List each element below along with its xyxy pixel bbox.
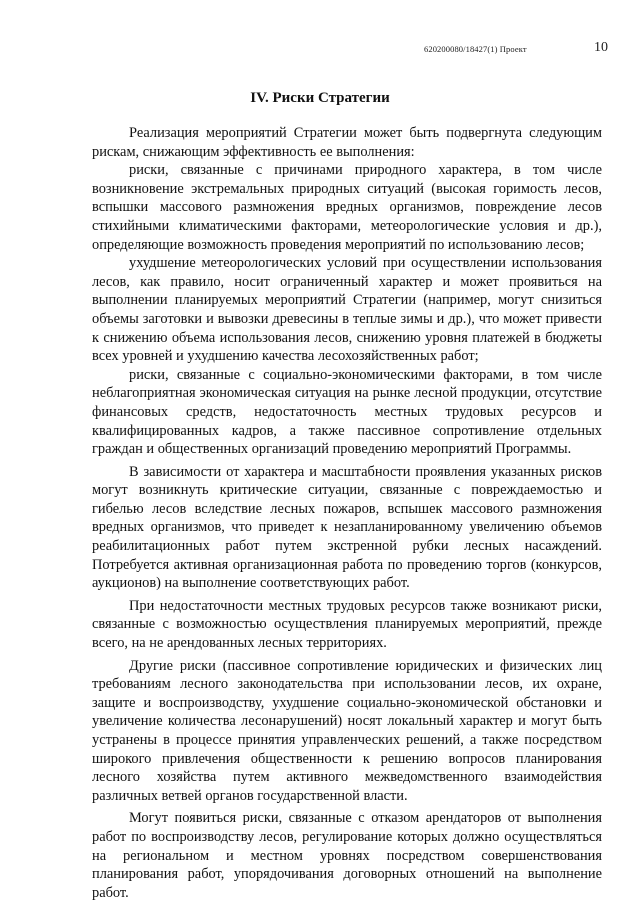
paragraph-socioeconomic-risks: риски, связанные с социально-экономическими факторами, в том числе неблагоприятная экономическая ситуация на рынке лесной продукции, отсутствие финансовых средств, недостаточность местных трудовых ресурсов и квалифицированных кадров, а также пассивное сопротивление отдельных граждан и общественных организаций проведению мероприятий Программы. (92, 366, 602, 458)
paragraph-critical-situations: В зависимости от характера и масштабности проявления указанных рисков могут возникнуть критические ситуации, связанные с повреждаемостью и гибелью лесов вследствие лесных пожаров, вспышек массового размножения вредных организмов, что приведет к незапланированному увеличению объемов реабилитационных работ путем экстренной рубки лесных насаждений. Потребуется активная организационная работа по проведению торгов (конкурсов, аукционов) на выполнение соответствующих работ. (92, 463, 602, 592)
paragraph-intro: Реализация мероприятий Стратегии может быть подвергнута следующим рискам, снижающим эффективность ее выполнения: (92, 125, 602, 160)
document-number: 620200080/18427(1) Проект (424, 44, 527, 54)
page-number: 10 (594, 40, 608, 55)
paragraph-tenant-refusal: Могут появиться риски, связанные с отказом арендаторов от выполнения работ по воспроизводству лесов, регулирование которых должно осуществляться на региональном и местном уровнях посредством совершенствования планирования работ, упорядочивания договорных отношений на выполнение работ. (92, 810, 602, 901)
document-body (92, 124, 602, 902)
paragraph-labor-shortage: При недостаточности местных трудовых ресурсов также возникают риски, связанные с возможностью осуществления планируемых мероприятий, прежде всего, на не арендованных лесных территориях. (92, 597, 602, 652)
paragraph-weather-risks: ухудшение метеорологических условий при осуществлении использования лесов, как правило, носит ограниченный характер и может проявиться на выполнении планируемых мероприятий Стратегии (например, могут снизиться объемы заготовки и вывозки древесины в теплые зимы и др.), что может привести к снижению объема использования лесов, снижению уровня платежей в бюджеты всех уровней и ухудшению качества лесохозяйственных работ; (92, 255, 602, 365)
section-title: IV. Риски Стратегии (250, 90, 390, 106)
paragraph-other-risks: Другие риски (пассивное сопротивление юридических и физических лиц требованиям лесного законодательства при использовании лесов, их охране, защите и воспроизводству, ухудшение социально-экономической обстановки и увеличение количества лесонарушений) носят локальный характер и могут быть устранены в процессе принятия управленческих решений, а также посредством широкого привлечения общественности к решению вопросов планирования лесного хозяйства путем активного межведомственного взаимодействия различных ветвей органов государственной власти. (92, 657, 602, 804)
paragraph-natural-risks: риски, связанные с причинами природного характера, в том числе возникновение экстремальных природных ситуаций (высокая горимость лесов, вспышки массового размножения вредных организмов, повреждение лесов стихийными климатическими факторами, метеорологические условия и др.), определяющие возможность проведения мероприятий по использованию лесов; (92, 162, 602, 253)
